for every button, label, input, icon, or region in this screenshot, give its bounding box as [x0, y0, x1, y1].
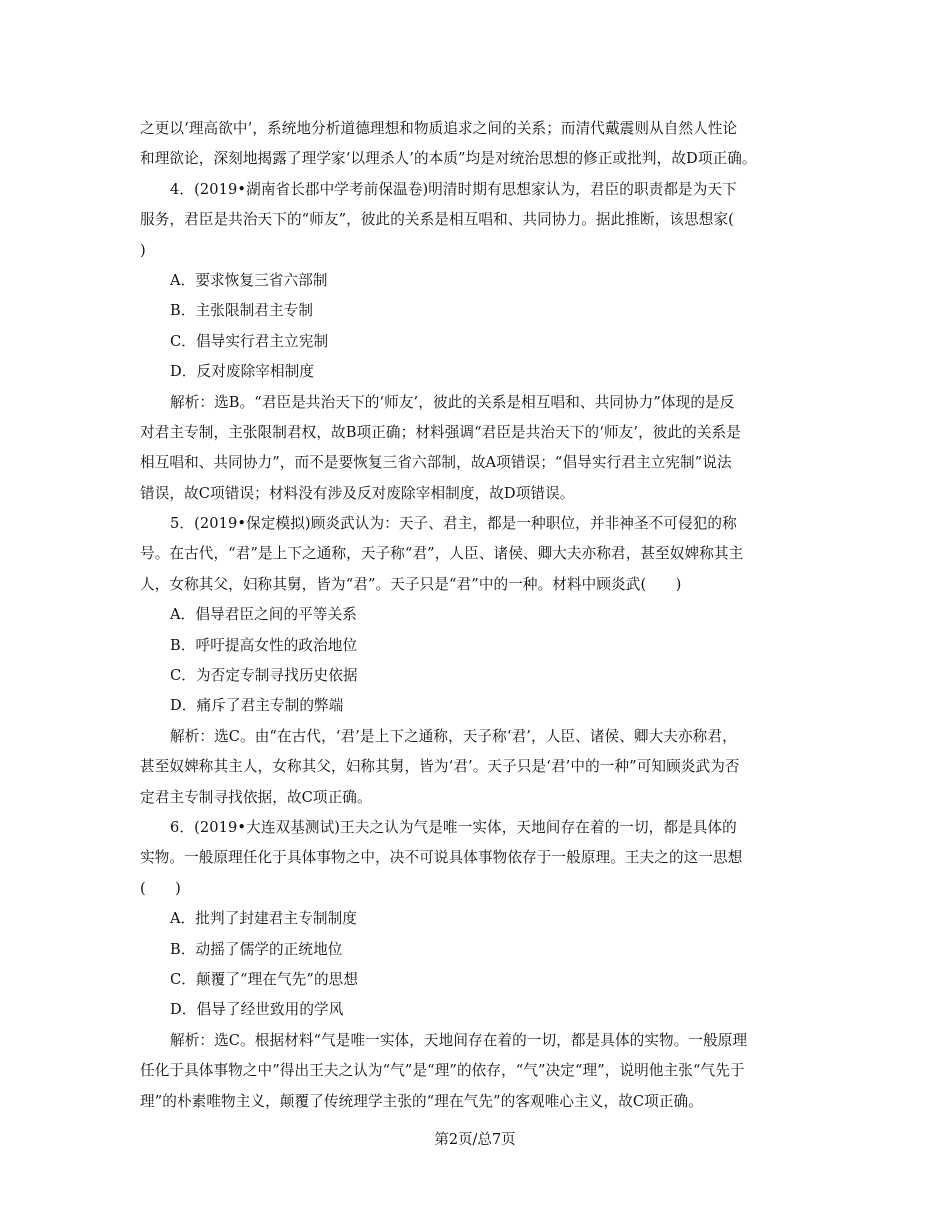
text-line: D．反对废除宰相制度: [170, 363, 315, 381]
text-line: D．倡导了经世致用的学风: [170, 1001, 344, 1019]
text-line: ): [140, 241, 146, 259]
text-line: C．为否定专制寻找历史依据: [170, 667, 358, 685]
text-line: A．批判了封建君主专制制度: [170, 910, 357, 928]
text-line: 对君主专制，主张限制君权，故B项正确；材料强调“君臣是共治天下的‘师友’，彼此的关系是: [140, 423, 741, 441]
text-line: 实物。一般原理任化于具体事物之中，决不可说具体事物依存于一般原理。王夫之的这一思想: [140, 849, 743, 867]
text-line: 5．(2019•保定模拟)顾炎武认为：天子、君主，都是一种职位，并非神圣不可侵犯的称: [170, 515, 737, 533]
text-line: C．颠覆了“理在气先”的思想: [170, 970, 359, 988]
text-line: 任化于具体事物之中”得出王夫之认为“气”是“理”的依存，“气”决定“理”，说明他主张“气先于: [140, 1062, 745, 1080]
text-line: D．痛斥了君主专制的弊端: [170, 697, 344, 715]
text-line: B．动摇了儒学的正统地位: [170, 940, 343, 958]
text-line: 解析：选B。“君臣是共治天下的‘师友’，彼此的关系是相互唱和、共同协力”体现的是反: [170, 393, 735, 411]
document-body: [140, 114, 820, 1117]
text-line: 理”的朴素唯物主义，颠覆了传统理学主张的“理在气先”的客观唯心主义，故C项正确。: [140, 1092, 703, 1110]
text-line: C．倡导实行君主立宪制: [170, 332, 329, 350]
text-line: 4．(2019•湖南省长郡中学考前保温卷)明清时期有思想家认为，君臣的职责都是为天下: [170, 180, 737, 198]
text-line: 相互唱和、共同协力”，而不是要恢复三省六部制，故A项错误；“倡导实行君主立宪制”说法: [140, 454, 732, 472]
text-line: 之更以‘理高欲中’，系统地分析道德理想和物质追求之间的关系；而清代戴震则从自然人性论: [140, 120, 738, 137]
page-footer: 第2页/总7页: [434, 1132, 516, 1148]
text-line: A．要求恢复三省六部制: [170, 271, 328, 289]
text-line: A．倡导君臣之间的平等关系: [170, 606, 357, 624]
text-line: ( ): [140, 879, 181, 897]
text-line: 人，女称其父，妇称其舅，皆为“君”。天子只是“君”中的一种。材料中顾炎武( ): [140, 575, 682, 593]
text-line: 错误，故C项错误；材料没有涉及反对废除宰相制度，故D项错误。: [140, 484, 575, 502]
text-line: B．主张限制君主专制: [170, 302, 314, 320]
text-line: 6．(2019•大连双基测试)王夫之认为气是唯一实体，天地间存在着的一切，都是具体的: [170, 818, 737, 836]
text-line: 解析：选C。由“在古代，‘君’是上下之通称，天子称‘君’，人臣、诸侯、卿大夫亦称君，: [170, 727, 737, 745]
text-line: B．呼吁提高女性的政治地位: [170, 636, 358, 654]
text-line: 号。在古代，“君”是上下之通称，天子称“君”，人臣、诸侯、卿大夫亦称君，甚至奴婢称其主: [140, 545, 744, 563]
text-line: 解析：选C。根据材料“气是唯一实体，天地间存在着的一切，都是具体的实物。一般原理: [170, 1031, 748, 1049]
text-line: 甚至奴婢称其主人，女称其父，妇称其舅，皆为‘君’。天子只是‘君’中的一种”可知顾炎武为否: [140, 758, 740, 776]
text-line: 服务，君臣是共治天下的“师友”，彼此的关系是相互唱和、共同协力。据此推断，该思想家(: [140, 211, 734, 229]
text-line: 和理欲论，深刻地揭露了理学家‘以理杀人’的本质”均是对统治思想的修正或批判，故D项正确。: [140, 150, 757, 168]
text-line: 定君主专制寻找依据，故C项正确。: [140, 788, 372, 806]
